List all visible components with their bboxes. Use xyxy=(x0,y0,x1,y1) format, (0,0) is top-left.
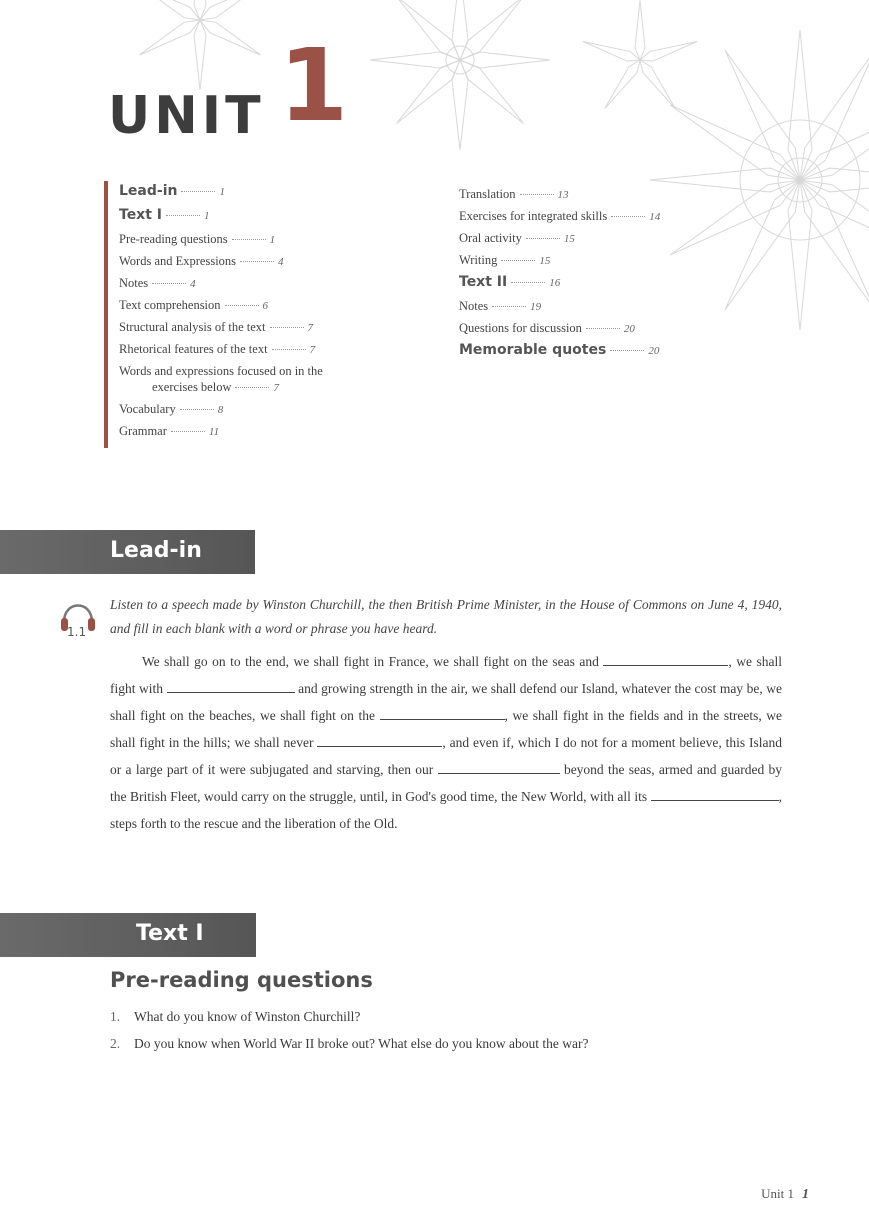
toc-item[interactable]: Writing 15 xyxy=(459,253,551,267)
fill-blank[interactable] xyxy=(380,707,505,720)
question-item: 1. What do you know of Winston Churchill? xyxy=(110,1009,361,1024)
toc-item[interactable]: Structural analysis of the text 7 xyxy=(119,320,313,334)
toc-right-column xyxy=(459,186,819,366)
text1-title: Text I xyxy=(136,921,204,946)
page-footer xyxy=(761,1186,809,1203)
unit-number: 1 xyxy=(278,27,349,144)
toc-item[interactable]: Notes 19 xyxy=(459,299,542,313)
toc-item[interactable]: Memorable quotes 20 xyxy=(459,342,660,358)
pre-reading-heading: Pre-reading questions xyxy=(110,968,373,992)
fill-blank[interactable] xyxy=(167,680,295,693)
toc-item[interactable]: Vocabulary 8 xyxy=(119,402,224,416)
speech-passage: We shall go on to the end, we shall fight in France, we shall fight on the seas and , we shall fight with and growing strength in the air, we shall defend our Island, whatever the cost may be, we shall fight on the beaches, we shall fight on the , we shall fight in the fields and in the streets, we shall fight in the hills; we shall never , and even if, which I do not for a moment believe, this Island or a large part of it were subjugated and starving, then our beyond the seas, armed and guarded by the British Fleet, would carry on the struggle, until, in God's good time, the New World, with all its , steps forth to the rescue and the liberation of the Old. xyxy=(110,654,783,831)
lead-in-title: Lead-in xyxy=(110,538,202,563)
toc-accent-bar xyxy=(104,181,108,448)
toc-item[interactable]: Text II 16 xyxy=(459,274,561,290)
unit-heading xyxy=(108,27,349,146)
fill-blank[interactable] xyxy=(438,761,560,774)
fill-blank[interactable] xyxy=(317,734,442,747)
fill-blank[interactable] xyxy=(603,653,728,666)
toc-item[interactable]: Lead-in 1 xyxy=(119,183,225,199)
question-list xyxy=(110,1008,790,1062)
toc-item[interactable]: Text comprehension 6 xyxy=(119,298,269,312)
lead-in-instruction: Listen to a speech made by Winston Churchill, the then British Prime Minister, in the House of Commons on June 4, 1940, and fill in each blank with a word or phrase you have heard. xyxy=(110,597,782,636)
question-item: 2. Do you know when World War II broke out? What else do you know about the war? xyxy=(110,1036,589,1051)
toc-item[interactable]: Pre-reading questions 1 xyxy=(119,232,276,246)
footer-unit-label: Unit 1 xyxy=(761,1186,794,1201)
text1-section-bar xyxy=(0,913,256,957)
toc-left-column xyxy=(119,183,419,445)
unit-word: UNIT xyxy=(108,86,265,146)
fill-blank[interactable] xyxy=(651,788,779,801)
toc-item[interactable]: Words and expressions focused on in the exercises below 7 xyxy=(119,364,323,394)
toc-item[interactable]: Rhetorical features of the text 7 xyxy=(119,342,316,356)
toc-item[interactable]: Exercises for integrated skills 14 xyxy=(459,209,661,223)
toc-item[interactable]: Translation 13 xyxy=(459,187,569,201)
toc-item[interactable]: Grammar 11 xyxy=(119,424,220,438)
toc-item[interactable]: Notes 4 xyxy=(119,276,196,290)
toc-item[interactable]: Words and Expressions 4 xyxy=(119,254,284,268)
toc-item[interactable]: Oral activity 15 xyxy=(459,231,575,245)
toc-item[interactable]: Text I 1 xyxy=(119,207,210,223)
toc-item[interactable]: Questions for discussion 20 xyxy=(459,321,635,335)
footer-page-number: 1 xyxy=(802,1187,809,1202)
lead-in-section-bar xyxy=(0,530,255,574)
audio-track-number: 1.1 xyxy=(67,625,87,639)
